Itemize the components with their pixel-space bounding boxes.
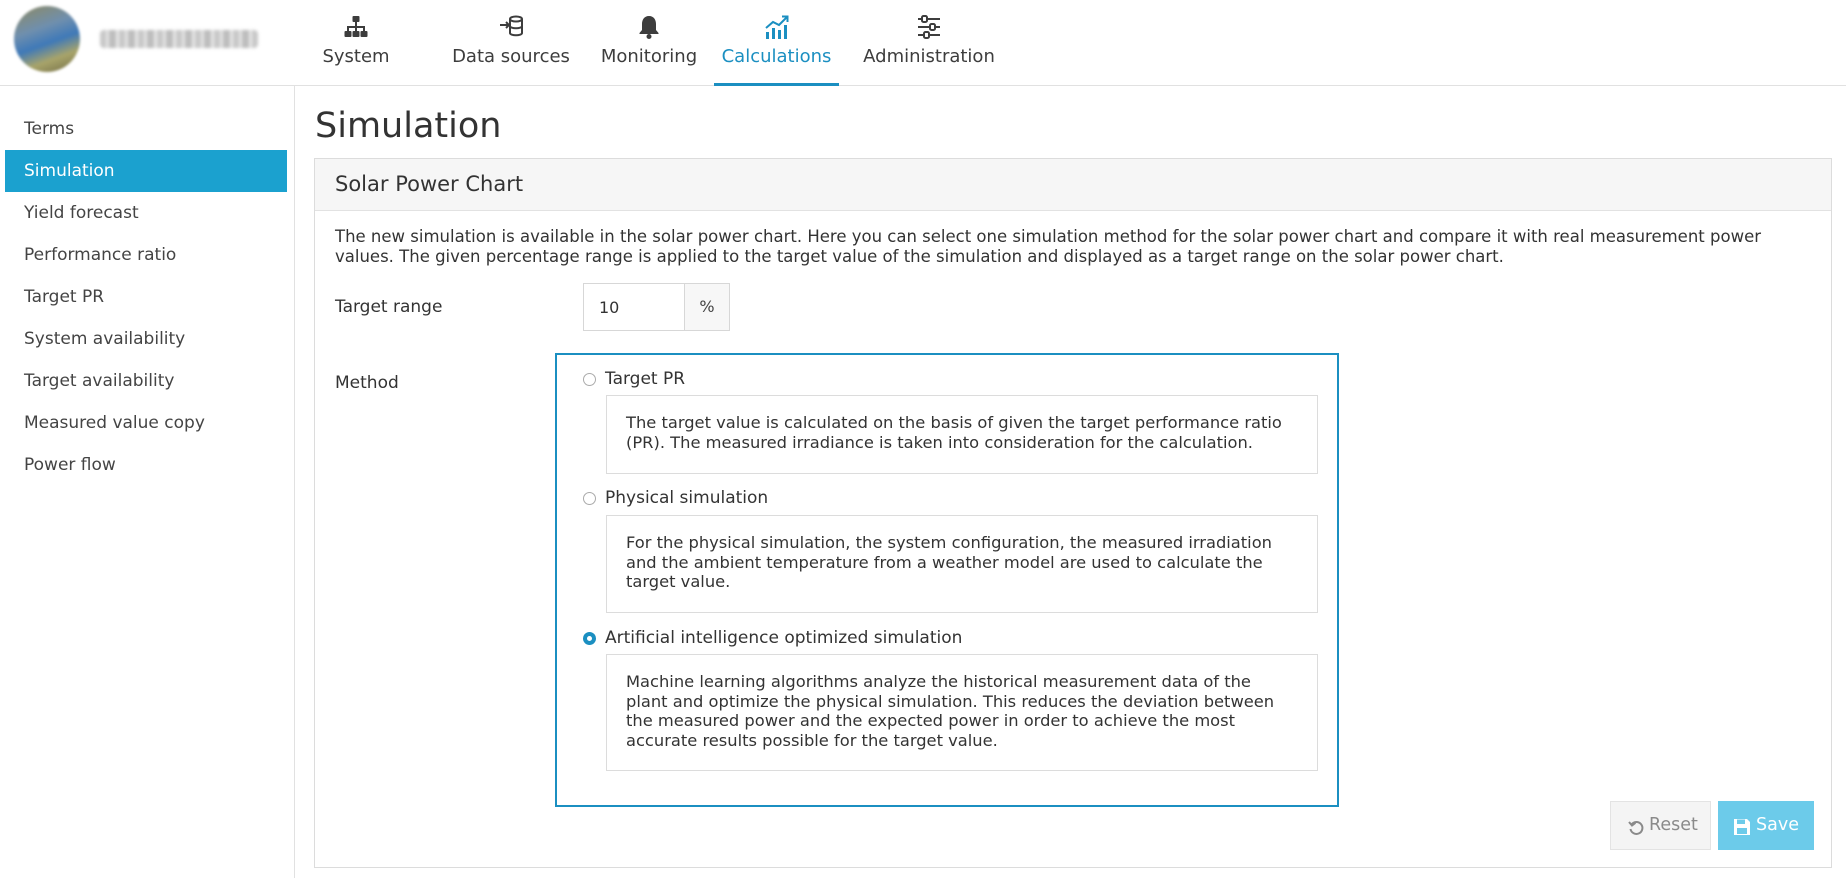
method-label: Method <box>335 373 399 393</box>
sidebar-item-yield-forecast[interactable]: Yield forecast <box>24 203 139 223</box>
radio-physical-simulation[interactable] <box>583 492 596 505</box>
top-bar <box>0 0 1846 86</box>
panel-intro-text: The new simulation is available in the solar power chart. Here you can select one simulation method for the solar power chart and compare it with real measurement power values. The given percentage range is applied to the target value of the simulation and displayed as a target range on the solar power chart. <box>335 227 1762 266</box>
description-ai-optimized-simulation: Machine learning algorithms analyze the historical measurement data of the plant and optimize the physical simulation. This reduces the deviation between the measured power and the expected power in order to achieve the most accurate results possible for the target value. <box>606 654 1318 771</box>
page-title: Simulation <box>315 106 502 146</box>
database-import-icon <box>497 13 525 41</box>
sitemap-icon <box>342 13 370 41</box>
panel-header <box>315 159 1831 211</box>
nav-label-administration: Administration <box>863 46 995 67</box>
sidebar <box>0 86 295 878</box>
radio-target-pr[interactable] <box>583 373 596 386</box>
reset-button[interactable] <box>1610 801 1711 850</box>
sliders-icon <box>915 13 943 41</box>
method-options-box <box>555 353 1339 807</box>
sidebar-item-performance-ratio[interactable]: Performance ratio <box>24 245 177 265</box>
nav-label-system: System <box>322 46 390 67</box>
nav-item-system[interactable] <box>313 0 399 85</box>
option-label-physical-simulation: Physical simulation <box>605 488 769 508</box>
save-button-label: Save <box>1756 815 1799 835</box>
nav-item-monitoring[interactable] <box>591 0 707 85</box>
nav-item-calculations[interactable] <box>714 0 839 85</box>
option-label-ai-optimized-simulation: Artificial intelligence optimized simulation <box>605 628 963 648</box>
solar-power-chart-panel <box>314 158 1832 868</box>
sidebar-item-simulation[interactable]: Simulation <box>5 150 287 192</box>
nav-label-monitoring: Monitoring <box>600 46 698 67</box>
target-range-input[interactable] <box>583 283 685 331</box>
sidebar-item-target-availability[interactable]: Target availability <box>24 371 175 391</box>
save-button[interactable] <box>1718 801 1814 850</box>
sidebar-item-power-flow[interactable]: Power flow <box>24 455 116 475</box>
option-label-target-pr: Target PR <box>605 369 686 389</box>
nav-label-data-sources: Data sources <box>452 46 570 67</box>
percent-addon: % <box>684 283 730 331</box>
chart-line-icon <box>763 13 791 41</box>
bell-icon <box>635 13 663 41</box>
reset-button-label: Reset <box>1649 815 1698 835</box>
undo-icon <box>1627 818 1645 836</box>
sidebar-item-measured-value-copy[interactable]: Measured value copy <box>24 413 205 433</box>
nav-label-calculations: Calculations <box>721 46 832 67</box>
blurred-site-name <box>100 30 258 48</box>
radio-ai-optimized-simulation[interactable] <box>583 632 596 645</box>
description-physical-simulation: For the physical simulation, the system configuration, the measured irradiation and the ambient temperature from a weather model are used to calculate the target value. <box>606 515 1318 613</box>
description-target-pr: The target value is calculated on the basis of given the target performance ratio (PR). The measured irradiance is taken into consideration for the calculation. <box>606 395 1318 474</box>
sidebar-item-system-availability[interactable]: System availability <box>24 329 186 349</box>
nav-item-data-sources[interactable] <box>438 0 584 85</box>
sidebar-item-target-pr[interactable]: Target PR <box>24 287 105 307</box>
floppy-disk-icon <box>1733 818 1751 836</box>
avatar[interactable] <box>14 6 80 72</box>
panel-title: Solar Power Chart <box>335 172 524 196</box>
sidebar-item-terms[interactable]: Terms <box>24 119 75 139</box>
nav-item-administration[interactable] <box>855 0 1003 85</box>
target-range-label: Target range <box>335 297 443 317</box>
